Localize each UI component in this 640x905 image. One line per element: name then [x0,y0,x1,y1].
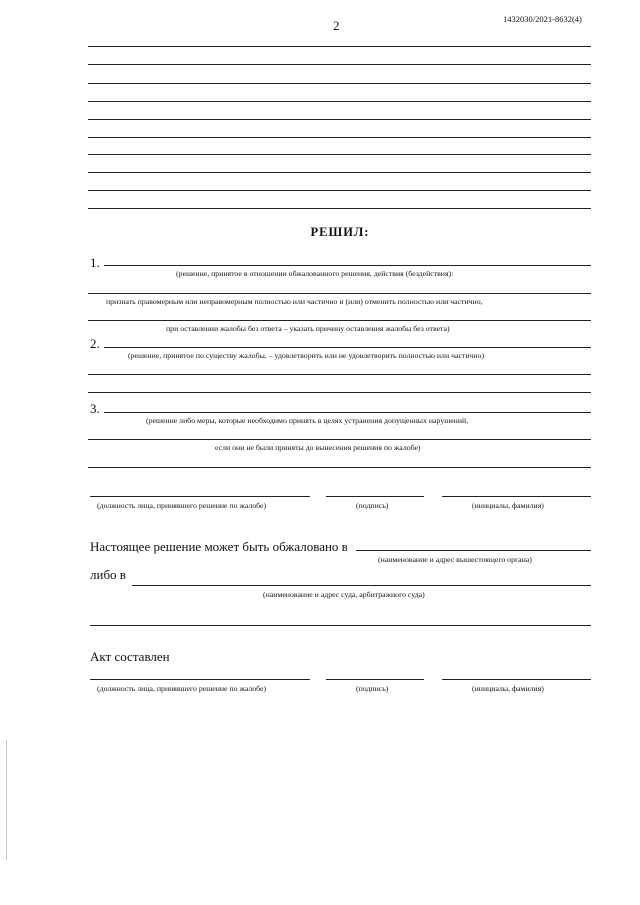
blank-line [88,467,591,468]
appeal-organ-caption: (наименование и адрес вышестоящего органа) [378,555,532,564]
blank-line [88,439,591,440]
scan-edge-mark [6,740,7,860]
blank-line [88,293,591,294]
name-line[interactable] [442,496,591,497]
blank-line [88,83,591,84]
appeal-organ-line[interactable] [356,550,591,551]
blank-line [88,208,591,209]
item-2-caption: (решение, принятое по существу жалобы, – удовлетворить или не удовлетворить полностью или частично) [128,351,485,360]
item-3-line[interactable] [104,412,591,413]
item-3-number: 3. [90,401,100,416]
blank-line [88,64,591,65]
item-3-caption-2: если они не были приняты до вынесения решения по жалобе) [215,443,421,452]
blank-line [88,154,591,155]
court-caption: (наименование и адрес суда, арбитражного суда) [263,590,425,599]
blank-line [88,101,591,102]
item-1-caption-2: признать правомерным или неправомерным полностью или частично и (или) отменить полностью или частично, [106,297,483,306]
item-1-number: 1. [90,255,100,270]
document-id: 1432030/2021-8632(4) [503,14,582,24]
name-caption: (инициалы, фамилия) [472,501,544,510]
position-caption-2: (должность лица, принявшего решение по жалобе) [97,684,267,693]
name-caption-2: (инициалы, фамилия) [472,684,544,693]
signature-line[interactable] [326,496,424,497]
page-number: 2 [333,18,340,33]
item-1-caption-3: при оставлении жалобы без ответа – указать причину оставления жалобы без ответа) [166,324,450,333]
signature-caption: (подпись) [356,501,389,510]
signature-line-2[interactable] [326,679,424,680]
blank-line [88,392,591,393]
item-2-line[interactable] [104,347,591,348]
item-3-caption: (решение либо меры, которые необходимо принять в целях устранения допущенных нарушений, [146,416,469,425]
item-1-caption: (решение, принятое в отношении обжалованного решения, действия (бездействия): [176,269,454,278]
blank-line [88,172,591,173]
item-1-line[interactable] [104,265,591,266]
act-text: Акт составлен [90,649,170,664]
blank-line [90,625,591,626]
signature-caption-2: (подпись) [356,684,389,693]
item-2-number: 2. [90,336,100,351]
or-text: либо в [90,567,126,582]
blank-line [88,137,591,138]
blank-line [88,374,591,375]
position-line[interactable] [90,496,310,497]
decision-heading: РЕШИЛ: [310,225,370,239]
court-line[interactable] [132,585,591,586]
blank-line [88,119,591,120]
blank-line [88,46,591,47]
blank-line [88,320,591,321]
position-line-2[interactable] [90,679,310,680]
position-caption: (должность лица, принявшего решение по жалобе) [97,501,267,510]
name-line-2[interactable] [442,679,591,680]
blank-line [88,190,591,191]
appeal-text: Настоящее решение может быть обжаловано в [90,539,348,554]
